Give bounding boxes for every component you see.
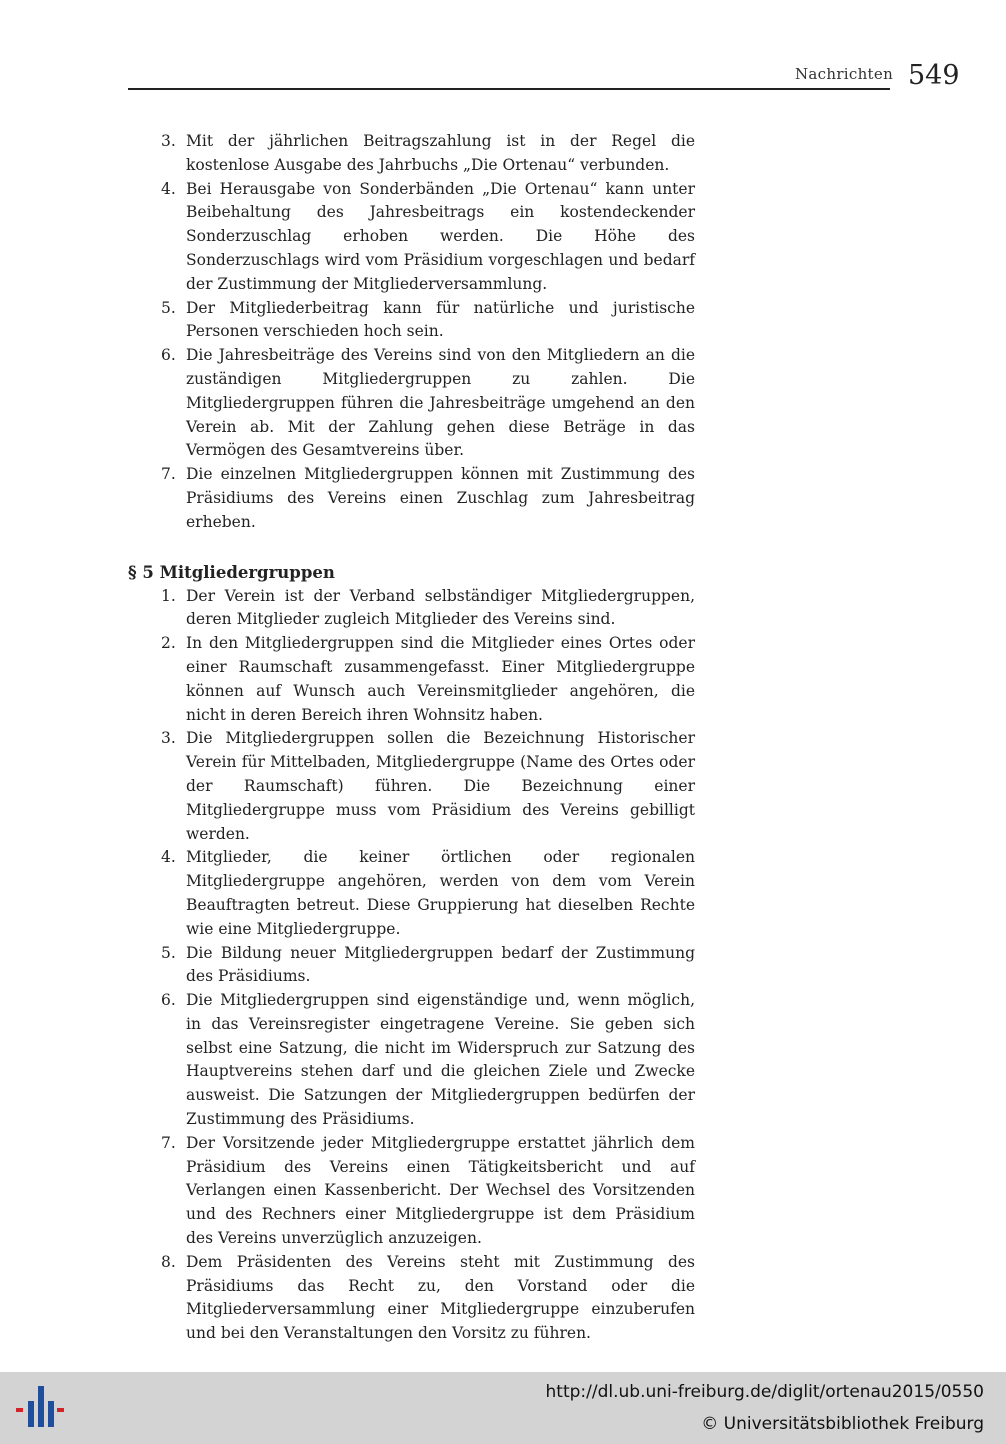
list-item-number: 2. [161, 634, 176, 653]
list-item-text: In den Mitgliedergruppen sind die Mitglieder eines Ortes oder einer Raumschaft zusammengefasst. Einer Mitgliedergruppe können auf Wunsch auch Vereinsmitglieder angehören, die nicht in deren Bereich ihren Wohnsitz haben. [186, 634, 695, 724]
list-item [128, 297, 695, 345]
list-item [128, 463, 695, 534]
page-body [128, 130, 695, 1346]
list-item-text: Mitglieder, die keiner örtlichen oder regionalen Mitgliedergruppe angehören, werden von dem vom Verein Beauftragten betreut. Diese Gruppierung hat dieselben Rechte wie eine Mitgliedergruppe. [186, 848, 695, 938]
list-item-number: 4. [161, 848, 176, 867]
list-item-text: Der Verein ist der Verband selbständiger Mitgliedergruppen, deren Mitglieder zugleich Mitglieder des Vereins sind. [186, 586, 695, 629]
list-item [128, 585, 695, 633]
list-item-number: 3. [161, 132, 176, 150]
header-rule [128, 88, 890, 90]
list-item [128, 1251, 695, 1346]
list-item-text: Die Mitgliedergruppen sollen die Bezeichnung Historischer Verein für Mittelbaden, Mitgliedergruppe (Name des Ortes oder der Raumschaft) führen. Die Bezeichnung einer Mitgliedergruppe muss vom Präsidium des Vereins gebilligt werden. [186, 729, 695, 843]
list-item-number: 6. [161, 991, 176, 1010]
list-item [128, 344, 695, 463]
copyright-notice: © Universitätsbibliothek Freiburg [701, 1414, 984, 1434]
list-item [128, 727, 695, 846]
list-item-number: 7. [161, 1133, 176, 1152]
list-item [128, 178, 695, 297]
list-item-text: Die Bildung neuer Mitgliedergruppen bedarf der Zustimmung des Präsidiums. [186, 943, 695, 986]
list-item-number: 6. [161, 346, 176, 365]
list-item-text: Mit der jährlichen Beitragszahlung ist in der Regel die kostenlose Ausgabe des Jahrbuchs „Die Ortenau“ verbunden. [186, 132, 695, 174]
page-number: 549 [908, 60, 960, 91]
section-heading: § 5 Mitgliedergruppen [128, 562, 335, 582]
list-item [128, 1132, 695, 1251]
list-item [128, 846, 695, 941]
list-item-text: Bei Herausgabe von Sonderbänden „Die Ortenau“ kann unter Beibehaltung des Jahresbeitrags ein kostendeckender Sonderzuschlag erhoben werden. Die Höhe des Sonderzuschlags wird vom Präsidium vorgeschlagen und bedarf der Zustimmung der Mitgliederversammlung. [186, 179, 695, 293]
document-url-link[interactable]: http://dl.ub.uni-freiburg.de/diglit/ortenau2015/0550 [545, 1382, 984, 1402]
list-item-text: Die Jahresbeiträge des Vereins sind von den Mitgliedern an die zuständigen Mitgliedergruppen zu zahlen. Die Mitgliedergruppen führen die Jahresbeiträge umgehend an den Verein ab. Mit der Zahlung gehen diese Beträge in das Vermögen des Gesamtvereins über. [186, 346, 695, 460]
list-item-number: 4. [161, 179, 176, 198]
list-item-text: Der Vorsitzende jeder Mitgliedergruppe erstattet jährlich dem Präsidium des Vereins einen Tätigkeitsbericht und auf Verlangen einen Kassenbericht. Der Wechsel des Vorsitzenden und des Rechners einer Mitgliedergruppe ist dem Präsidium des Vereins unverzüglich anzuzeigen. [186, 1133, 695, 1248]
library-logo-icon [14, 1383, 66, 1439]
list-item-number: 1. [161, 586, 176, 605]
list-item-text: Der Mitgliederbeitrag kann für natürliche und juristische Personen verschieden hoch sein. [186, 298, 695, 341]
list-item-number: 8. [161, 1252, 176, 1271]
list-item [128, 942, 695, 990]
list-item [128, 130, 695, 178]
list-item-number: 3. [161, 729, 176, 748]
list-item-text: Dem Präsidenten des Vereins steht mit Zustimmung des Präsidiums das Recht zu, den Vorstand oder die Mitgliederversammlung einer Mitgliedergruppe einzuberufen und bei den Veranstaltungen den Vorsitz zu führen. [186, 1252, 695, 1343]
contribution-list [128, 130, 695, 535]
running-header-label: Nachrichten [795, 65, 894, 83]
list-item [128, 989, 695, 1132]
list-item-number: 7. [161, 465, 176, 484]
list-item-number: 5. [161, 943, 176, 962]
list-item-number: 5. [161, 298, 176, 317]
member-groups-list [128, 585, 695, 1347]
footer-bar [0, 1372, 1006, 1444]
list-item-text: Die Mitgliedergruppen sind eigenständige und, wenn möglich, in das Vereinsregister eingetragene Vereine. Sie geben sich selbst eine Satzung, die nicht im Widerspruch zur Satzung des Hauptvereins stehen darf und die gleichen Ziele und Zwecke ausweist. Die Satzungen der Mitgliedergruppen bedürfen der Zustimmung des Präsidiums. [186, 991, 695, 1129]
list-item-text: Die einzelnen Mitgliedergruppen können mit Zustimmung des Präsidiums des Vereins einen Zuschlag zum Jahresbeitrag erheben. [186, 465, 695, 531]
list-item [128, 632, 695, 727]
